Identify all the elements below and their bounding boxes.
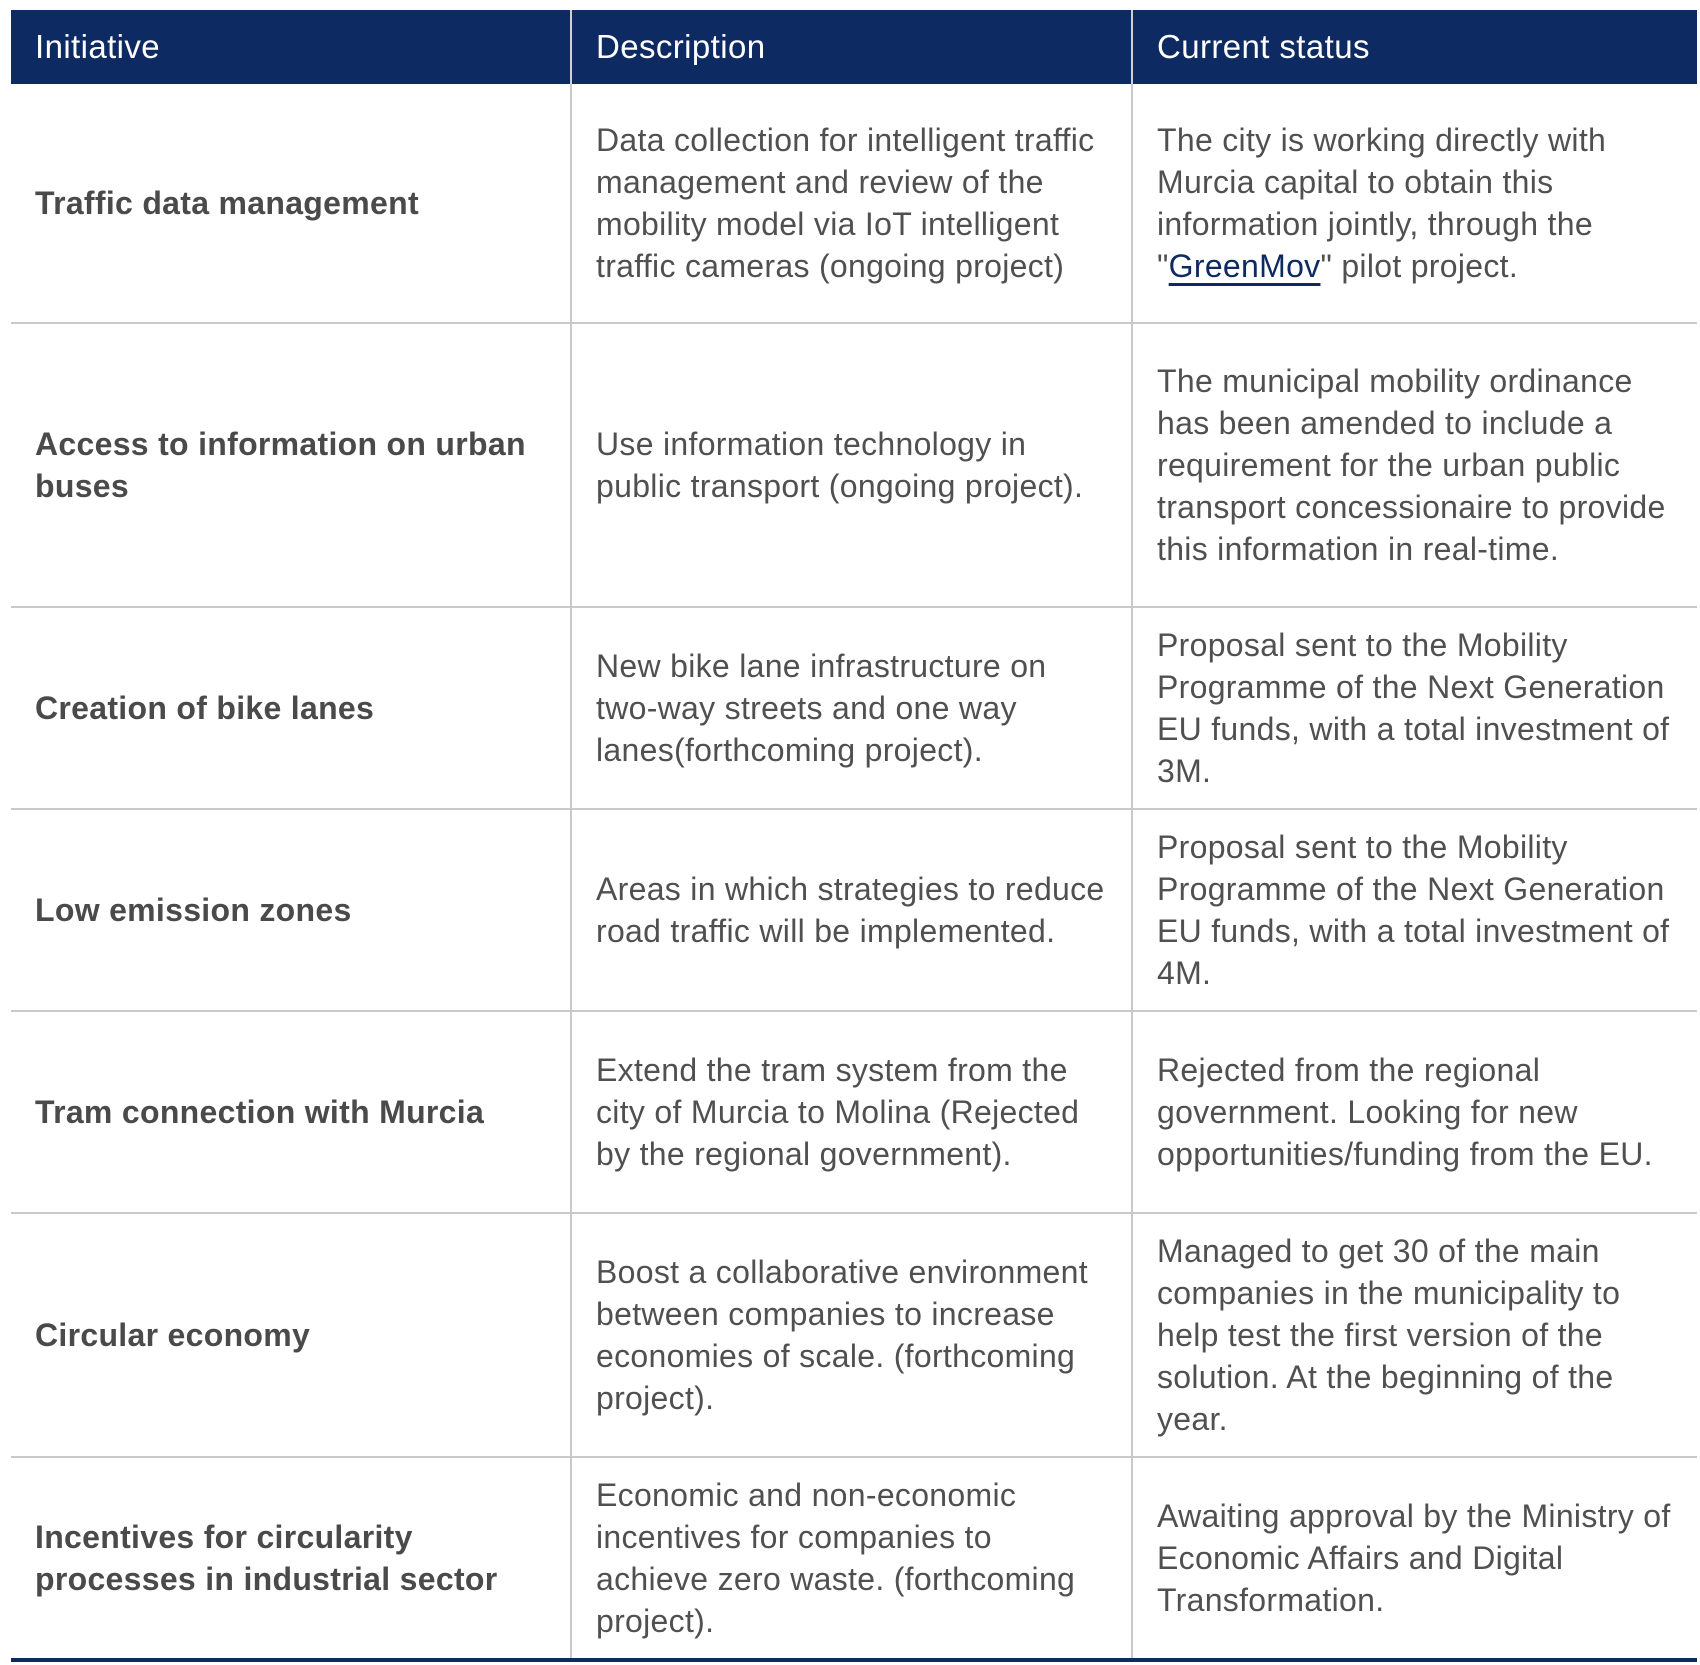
initiative-cell: Creation of bike lanes [11, 607, 571, 809]
column-header-status: Current status [1132, 10, 1697, 84]
table-row [11, 1457, 1697, 1660]
column-header-initiative: Initiative [11, 10, 571, 84]
description-cell: Boost a collaborative environment between companies to increase economies of scale. (forthcoming project). [571, 1213, 1132, 1457]
initiative-cell: Access to information on urban buses [11, 323, 571, 607]
status-cell: Proposal sent to the Mobility Programme of the Next Generation EU funds, with a total investment of 4M. [1132, 809, 1697, 1011]
table-row [11, 323, 1697, 607]
status-cell: Proposal sent to the Mobility Programme of the Next Generation EU funds, with a total investment of 3M. [1132, 607, 1697, 809]
table-body [11, 84, 1697, 1660]
description-cell: Economic and non-economic incentives for companies to achieve zero waste. (forthcoming project). [571, 1457, 1132, 1660]
description-cell: Use information technology in public transport (ongoing project). [571, 323, 1132, 607]
table-row [11, 607, 1697, 809]
initiatives-table [11, 10, 1697, 1662]
initiative-cell: Circular economy [11, 1213, 571, 1457]
status-text: " pilot project. [1320, 248, 1519, 284]
status-cell: The municipal mobility ordinance has been amended to include a requirement for the urban public transport concessionaire to provide this information in real-time. [1132, 323, 1697, 607]
description-cell: New bike lane infrastructure on two-way streets and one way lanes(forthcoming project). [571, 607, 1132, 809]
description-cell: Areas in which strategies to reduce road traffic will be implemented. [571, 809, 1132, 1011]
table-header [11, 10, 1697, 84]
status-cell: Managed to get 30 of the main companies in the municipality to help test the first version of the solution. At the beginning of the year. [1132, 1213, 1697, 1457]
initiative-cell: Tram connection with Murcia [11, 1011, 571, 1213]
status-text: The city is working directly with Murcia capital to obtain this information jointly, through the " [1157, 122, 1607, 284]
header-row [11, 10, 1697, 84]
greenmov-link[interactable]: GreenMov [1168, 248, 1321, 284]
status-cell: Rejected from the regional government. Looking for new opportunities/funding from the EU. [1132, 1011, 1697, 1213]
column-header-description: Description [571, 10, 1132, 84]
description-cell: Extend the tram system from the city of Murcia to Molina (Rejected by the regional government). [571, 1011, 1132, 1213]
status-cell: Awaiting approval by the Ministry of Economic Affairs and Digital Transformation. [1132, 1457, 1697, 1660]
initiative-cell: Traffic data management [11, 84, 571, 323]
table-row [11, 1011, 1697, 1213]
description-cell: Data collection for intelligent traffic management and review of the mobility model via IoT intelligent traffic cameras (ongoing project) [571, 84, 1132, 323]
table-row [11, 809, 1697, 1011]
initiative-cell: Low emission zones [11, 809, 571, 1011]
initiatives-table-container [11, 10, 1697, 1662]
table-row [11, 1213, 1697, 1457]
table-row [11, 84, 1697, 323]
initiative-cell: Incentives for circularity processes in industrial sector [11, 1457, 571, 1660]
status-cell [1132, 84, 1697, 323]
